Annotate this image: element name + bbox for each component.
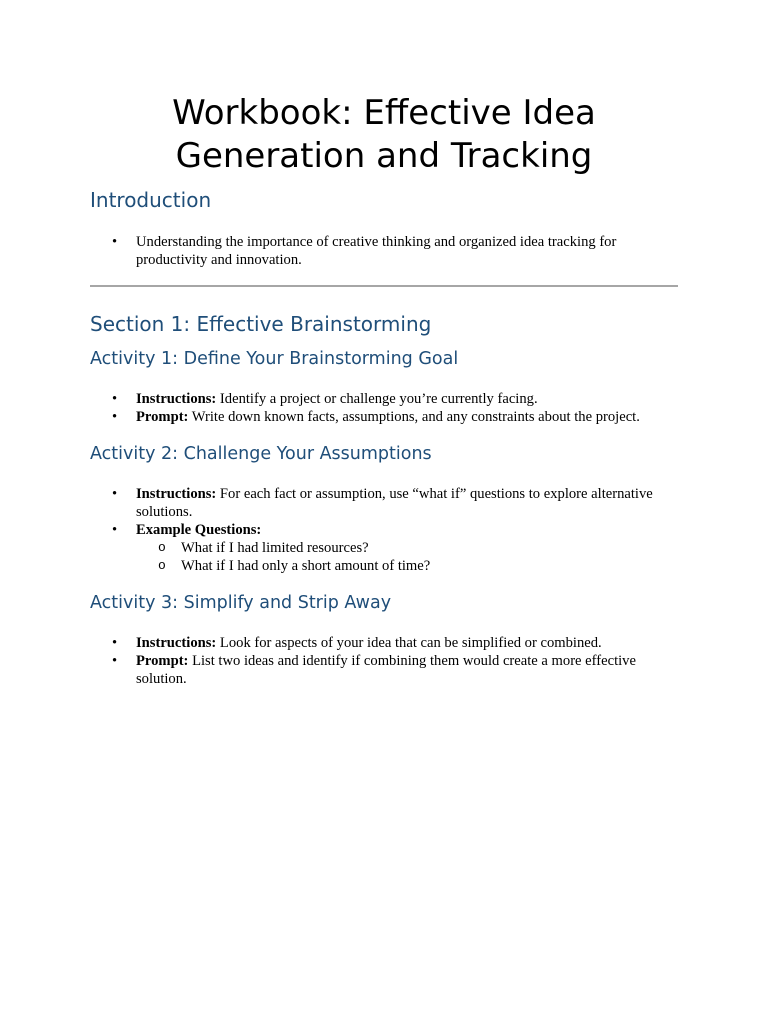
activity-3-heading: Activity 3: Simplify and Strip Away xyxy=(90,593,392,613)
list-item xyxy=(90,521,680,575)
activity-2-heading: Activity 2: Challenge Your Assumptions xyxy=(90,444,432,464)
bullet-glyph: • xyxy=(112,409,118,425)
instructions-label: Instructions: xyxy=(136,486,217,502)
activity-2-list xyxy=(90,485,680,575)
activity-1-heading: Activity 1: Define Your Brainstorming Goal xyxy=(90,349,459,369)
instructions-label: Instructions: xyxy=(136,391,217,407)
list-item xyxy=(90,634,680,652)
section-1-heading: Section 1: Effective Brainstorming xyxy=(90,312,432,336)
list-item xyxy=(90,485,680,521)
introduction-text: Understanding the importance of creative thinking and organized idea tracking for productivity and innovation. xyxy=(136,234,617,268)
example-question-text: What if I had limited resources? xyxy=(181,540,369,556)
document-title xyxy=(0,92,768,178)
instructions-text: Identify a project or challenge you’re currently facing. xyxy=(216,391,538,407)
instructions-text: Look for aspects of your idea that can be simplified or combined. xyxy=(216,635,602,651)
list-item xyxy=(90,233,680,269)
bullet-glyph: • xyxy=(112,486,118,502)
bullet-glyph: • xyxy=(112,391,118,407)
sub-bullet-glyph: o xyxy=(158,540,166,555)
example-question-text: What if I had only a short amount of time? xyxy=(181,558,431,574)
title-line-1: Workbook: Effective Idea xyxy=(172,93,596,133)
horizontal-divider xyxy=(90,285,678,287)
bullet-glyph: • xyxy=(112,653,118,669)
instructions-label: Instructions: xyxy=(136,635,217,651)
title-line-2: Generation and Tracking xyxy=(175,136,593,176)
activity-3-list xyxy=(90,634,680,688)
bullet-glyph: • xyxy=(112,234,118,250)
prompt-label: Prompt: xyxy=(136,653,189,669)
sub-list-item xyxy=(136,557,680,575)
introduction-list xyxy=(90,233,680,269)
bullet-glyph: • xyxy=(112,635,118,651)
example-questions-label: Example Questions: xyxy=(136,522,262,538)
activity-1-list xyxy=(90,390,680,426)
sub-list-item xyxy=(136,539,680,557)
example-questions-list xyxy=(136,539,680,575)
prompt-label: Prompt: xyxy=(136,409,189,425)
sub-bullet-glyph: o xyxy=(158,558,166,573)
prompt-text: Write down known facts, assumptions, and any constraints about the project. xyxy=(188,409,640,425)
introduction-heading: Introduction xyxy=(90,188,212,212)
list-item xyxy=(90,408,680,426)
list-item xyxy=(90,390,680,408)
bullet-glyph: • xyxy=(112,522,118,538)
prompt-text: List two ideas and identify if combining them would create a more effective solution. xyxy=(136,653,636,687)
instructions-text: For each fact or assumption, use “what if” questions to explore alternative solutions. xyxy=(136,486,653,520)
list-item xyxy=(90,652,680,688)
